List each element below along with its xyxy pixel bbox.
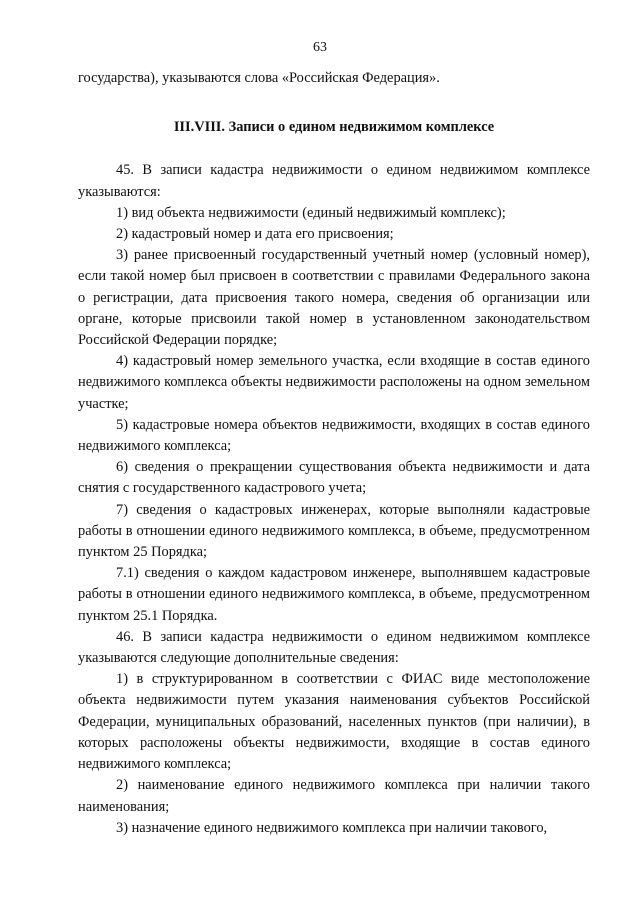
paragraph-46-item-3: 3) назначение единого недвижимого комплекса при наличии такового, (116, 819, 548, 836)
paragraph-45-item-1: 1) вид объекта недвижимости (единый недвижимый комплекс); (116, 204, 506, 221)
paragraph-45-item-5: 5) кадастровые номера объектов недвижимости, входящих в состав единого недвижимого комплекса; (78, 416, 590, 455)
paragraph-45-item-2: 2) кадастровый номер и дата его присвоения; (116, 226, 394, 243)
paragraph-46-item-1: 1) в структурированном в соответствии с ФИАС виде местоположение объекта недвижимости путем указания наименования субъектов Российской Федерации, муниципальных образований, населенных пунктов (при наличии), в которых расположены объекты недвижимости, входящие в состав единого недвижимого комплекса; (78, 671, 590, 773)
paragraph-45-item-7-1: 7.1) сведения о каждом кадастровом инженере, выполнявшем кадастровые работы в отношении единого недвижимого комплекса, в объеме, предусмотренном пунктом 25.1 Порядка. (78, 565, 590, 624)
paragraph-45-item-3: 3) ранее присвоенный государственный учетный номер (условный номер), если такой номер был присвоен в соответствии с правилами Федерального закона о регистрации, дата присвоения такого номера, сведения об организации или органе, которые присвоили такой номер в установленном законодательством Российской Федерации порядке; (78, 247, 590, 349)
paragraph-45: 45. В записи кадастра недвижимости о едином недвижимом комплексе указываются: (78, 162, 590, 200)
paragraph-45-item-6: 6) сведения о прекращении существования объекта недвижимости и дата снятия с государственного кадастрового учета; (78, 459, 590, 497)
paragraph-46-item-2: 2) наименование единого недвижимого комплекса при наличии такого наименования; (78, 777, 590, 815)
paragraph-45-item-7: 7) сведения о кадастровых инженерах, которые выполняли кадастровые работы в отношении единого недвижимого комплекса, в объеме, предусмотренном пунктом 25 Порядка; (78, 501, 590, 561)
page-number: 63 (313, 40, 327, 55)
paragraph-46: 46. В записи кадастра недвижимости о едином недвижимом комплексе указываются следующие дополнительные сведения: (78, 628, 590, 667)
intro-line: государства), указываются слова «Российская Федерация». (78, 70, 440, 86)
section-heading: III.VIII. Записи о едином недвижимом комплексе (173, 119, 495, 136)
paragraph-45-item-4: 4) кадастровый номер земельного участка, если входящие в состав единого недвижимого комплекса объекты недвижимости расположены на одном земельном участке; (78, 353, 590, 412)
document-body (78, 68, 590, 839)
